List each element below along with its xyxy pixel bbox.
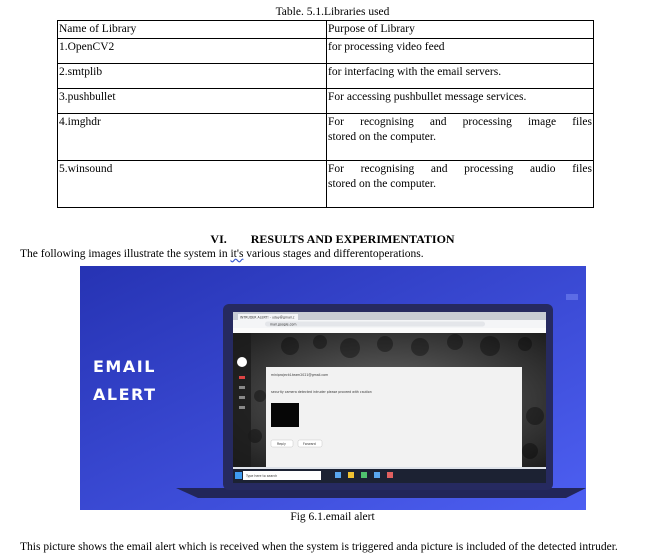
- browser-tab-title: INTRUDER ALERT! - uday@gmail.c: [240, 315, 295, 320]
- library-name: 4.imghdr: [58, 114, 327, 161]
- intro-paragraph: [20, 248, 645, 260]
- libraries-table: [57, 20, 594, 208]
- section-heading: [0, 232, 665, 247]
- library-name: 3.pushbullet: [58, 89, 327, 114]
- forward-label: Forward: [303, 442, 316, 446]
- taskbar-search-text: Type here to search: [246, 474, 278, 478]
- library-purpose: for processing video feed: [327, 39, 594, 64]
- purpose-line: For recognising and processing audio files: [328, 163, 592, 175]
- library-purpose: [327, 114, 594, 161]
- library-name: 5.winsound: [58, 161, 327, 208]
- purpose-line: stored on the computer.: [328, 131, 436, 143]
- table-header-purpose: Purpose of Library: [327, 21, 594, 39]
- library-purpose: For accessing pushbullet message services.: [327, 89, 594, 114]
- table-caption: Table. 5.1.Libraries used: [275, 6, 390, 18]
- intro-text: The following images illustrate the system in: [20, 248, 231, 260]
- library-purpose: for interfacing with the email servers.: [327, 64, 594, 89]
- library-purpose: [327, 161, 594, 208]
- spellcheck-flagged-word: it's: [230, 248, 244, 260]
- windows-start-icon: [235, 472, 242, 479]
- table-row: [58, 39, 594, 64]
- library-name: 2.smtplib: [58, 64, 327, 89]
- email-sender: miniproject4.team2021@gmail.com: [271, 373, 329, 377]
- table-row: [58, 114, 594, 161]
- email-body-text: security camera detected intruder please proceed with caution: [271, 390, 372, 394]
- figure-illustration: [80, 266, 586, 510]
- figure-caption: Fig 6.1.email alert: [290, 511, 375, 523]
- table-row: [58, 89, 594, 114]
- address-bar-text: mail.google.com: [270, 322, 297, 327]
- table-row: [58, 64, 594, 89]
- section-number: VI.: [210, 232, 227, 246]
- closing-paragraph: This picture shows the email alert which is received when the system is triggered anda picture is included of the detected intruder.: [20, 541, 618, 553]
- table-row: [58, 161, 594, 208]
- library-name: 1.OpenCV2: [58, 39, 327, 64]
- reply-label: Reply: [277, 442, 286, 446]
- intruder-photo: [271, 403, 299, 427]
- email-message-panel: [266, 367, 522, 467]
- email-title-line2: ALERT: [93, 385, 157, 404]
- email-alert-figure: [80, 266, 586, 510]
- table-header-name: Name of Library: [58, 21, 327, 39]
- email-title-line1: EMAIL: [93, 357, 156, 376]
- intro-text-end: various stages and differentoperations.: [243, 248, 424, 260]
- purpose-line: stored on the computer.: [328, 178, 436, 190]
- purpose-line: For recognising and processing image files: [328, 116, 592, 128]
- section-title: RESULTS AND EXPERIMENTATION: [250, 232, 455, 246]
- table-header-row: [58, 21, 594, 39]
- dot-pattern-icon: [566, 294, 578, 300]
